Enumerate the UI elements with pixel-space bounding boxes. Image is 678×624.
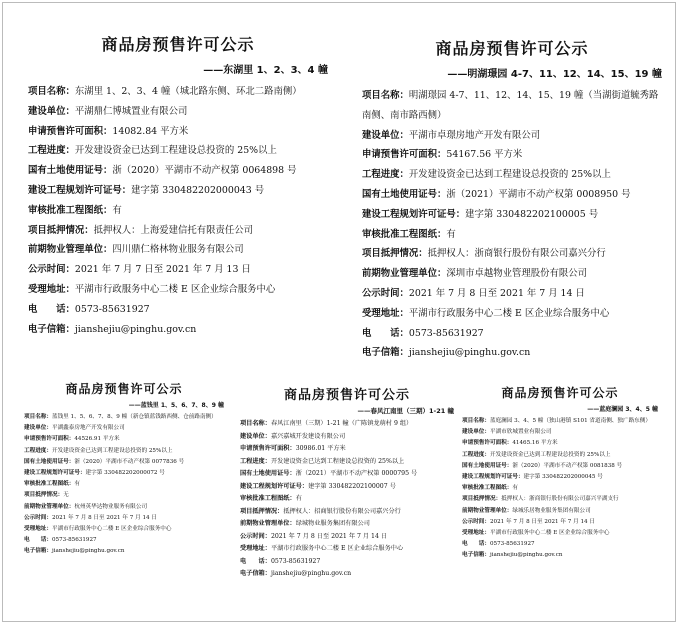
field-label: 审核批准工程图纸： [240,495,296,502]
field-row [28,161,328,181]
notice-title: 商品房预售许可公示 [501,386,619,400]
notice-title: 商品房预售许可公示 [101,35,255,54]
field-label: 项目抵押情况： [462,496,502,503]
field-value: 平湖鼎仁博城置业有限公司 [74,105,188,117]
field-row [462,461,658,472]
field-row [362,304,662,324]
field-row [462,472,658,483]
field-row [28,201,328,221]
field-label: 公示时间： [24,514,52,521]
field-label: 项目抵押情况： [24,492,64,499]
field-value: 蓝钱里 1、5、6、7、8、9 幢（新仓镇蓝钱路西侧、仓前路南侧） [51,414,217,420]
field-row [240,443,454,456]
notice-subtitle: ——蓝钱里 1、5、6、7、8、9 幢 [128,402,224,409]
field-row [362,343,662,363]
field-value: 2021 年 7 月 8 日至 2021 年 7 月 14 日 [489,518,595,525]
field-label: 电 话： [462,541,490,548]
field-row [462,438,658,449]
notice-subtitle: ——春风江南里（三期）1-21 幢 [357,407,454,415]
field-label: 国有土地使用证号： [240,470,296,477]
field-value: 抵押权人：浙商银行股份有限公司嘉兴平湖支行 [501,496,619,503]
field-value: 绿城物业服务集团有限公司 [295,520,370,527]
field-value: 44526.91 平方米 [74,436,120,443]
field-value: 平湖市行政服务中心二楼 E 区企业综合服务中心 [489,530,610,537]
field-row [462,539,658,550]
field-row [462,550,658,561]
field-row [24,524,224,535]
field-row [362,244,662,264]
field-value: 春风江南里（三期）1-21 幢（广陈镇龙萌村 9 组） [270,420,413,427]
field-row [28,280,328,300]
field-value: 0573-85631927 [270,557,321,565]
field-row [240,556,454,569]
notice-rows [28,82,328,339]
field-label: 申请预售许可面积： [462,440,513,447]
field-row [28,122,328,142]
field-value: 建字第 330482202000072 号 [85,470,165,477]
field-value: 开发建设资金已达到工程建设总投资的 25%以上 [408,169,611,181]
field-label: 前期物业管理单位： [462,507,513,514]
field-label: 公示时间： [240,532,271,540]
field-value: 2021 年 7 月 8 日至 2021 年 7 月 14 日 [51,514,157,521]
field-row [240,431,454,444]
field-label: 审核批准工程图纸： [362,228,447,240]
notice-subtitle: ——蓝庭澜园 3、4、5 幢 [587,406,658,413]
field-value: 建字第 330482202000043 号 [131,184,265,196]
field-row [28,221,328,241]
field-value: 平湖市行政服务中心二楼 E 区企业综合服务中心 [74,283,276,295]
field-label: 受理地址： [462,530,490,537]
field-value: 2021 年 7 月 7 日至 2021 年 7 月 13 日 [74,264,251,276]
field-row [24,446,224,457]
field-value: 0573-85631927 [74,303,150,315]
field-value: 浙（2020）平湖市不动产权第 0064898 号 [112,165,297,177]
field-value: 0573-85631927 [51,537,97,544]
field-label: 建设工程规划许可证号： [24,470,86,477]
field-value: 平湖市行政服务中心二楼 E 区企业综合服务中心 [51,526,172,533]
field-value: 四川鼎仁格林物业服务有限公司 [112,244,244,256]
field-label: 申请预售许可面积： [28,125,113,137]
field-row [28,260,328,280]
field-row [362,205,662,225]
field-row [28,141,328,161]
field-row [24,468,224,479]
field-value: 深圳市卓越物业管理股份有限公司 [446,268,588,280]
field-value: 54167.56 平方米 [446,149,523,161]
field-label: 工程进度： [462,451,490,458]
field-label: 建设工程规划许可证号： [462,474,524,481]
field-label: 电子信箱： [362,347,409,359]
field-label: 前期物业管理单位： [24,503,75,510]
field-row [362,165,662,185]
field-label: 前期物业管理单位： [240,520,296,527]
field-value: 抵押权人：上海爱建信托有限责任公司 [93,224,254,236]
field-row [24,434,224,445]
field-value: 开发建设资金已达到工程建设总投资的 25%以上 [51,447,173,454]
field-label: 建设单位： [28,105,75,117]
field-value: 浙（2020）平湖市不动产权第 0077836 号 [74,458,185,465]
field-value: 抵押权人：招商银行股份有限公司嘉兴分行 [283,507,401,515]
field-label: 电 话： [362,327,409,339]
field-label: 工程进度： [24,447,52,454]
field-label: 国有土地使用证号： [462,462,513,469]
field-label: 审核批准工程图纸： [462,485,513,492]
field-label: 建设单位： [24,425,52,432]
field-row [240,493,454,506]
field-label: 受理地址： [24,526,52,533]
field-value: jianshejiu@pinghu.gov.cn [51,548,125,555]
field-label: 项目名称： [24,414,52,420]
field-value: 0573-85631927 [408,327,484,339]
field-row [28,181,328,201]
field-label: 项目抵押情况： [240,507,284,515]
field-label: 项目名称： [28,86,75,97]
field-value: 开发建设资金已达到工程建设总投资的 25%以上 [74,145,277,157]
field-value: 2021 年 7 月 8 日至 2021 年 7 月 14 日 [270,532,388,540]
field-row [240,518,454,531]
field-value: 蓝庭澜园 3、4、5 幢（独山港镇 S101 省道南侧、独广路东侧） [489,418,651,424]
field-row [362,185,662,205]
field-label: 建设单位： [362,129,409,141]
field-value: 有 [512,485,518,492]
field-value: 有 [446,228,456,240]
field-value: 浙（2021）平湖市不动产权第 0000795 号 [295,470,418,477]
field-value: 建字第 330482202000045 号 [523,474,603,481]
field-value: 嘉兴嘉城开发建设有限公司 [270,432,346,440]
notice-minghujingyuan [362,36,662,363]
field-value: 平湖市卓璟房地产开发有限公司 [408,129,541,141]
field-label: 建设单位： [240,432,271,440]
field-label: 电子信箱： [28,323,75,335]
field-value: 2021 年 7 月 8 日至 2021 年 7 月 14 日 [408,287,585,299]
notice-lantinglanyuan [462,384,658,562]
field-value: 41465.16 平方米 [512,440,558,447]
field-value: 平湖市欣城置业有限公司 [489,429,552,436]
field-label: 项目名称： [362,90,409,101]
field-row [240,418,454,431]
field-label: 电 话： [240,557,271,565]
field-label: 前期物业管理单位： [28,244,113,256]
field-value: jianshejiu@pinghu.gov.cn [270,570,352,577]
field-label: 工程进度： [362,169,409,181]
field-label: 审核批准工程图纸： [24,481,75,488]
field-row [24,479,224,490]
field-row [24,502,224,513]
notice-title: 商品房预售许可公示 [435,39,589,58]
field-label: 申请预售许可面积： [240,445,296,452]
field-value: 有 [74,481,80,488]
field-row [24,412,224,423]
field-label: 电子信箱： [462,552,490,559]
field-row [28,240,328,260]
field-row [462,427,658,438]
field-row [24,513,224,524]
field-row [24,546,224,557]
field-row [462,450,658,461]
field-label: 电 话： [24,537,52,544]
field-row [362,324,662,344]
field-value: 绿城乐居物业服务集团有限公司 [512,507,591,514]
field-row [362,264,662,284]
field-row [240,531,454,544]
field-value: 开发建设资金已达到工程建设总投资的 25%以上 [489,451,611,458]
field-value: 浙（2020）平湖市不动产权第 0081838 号 [512,462,623,469]
field-row [28,82,328,102]
field-row [28,300,328,320]
field-label: 受理地址： [362,307,409,319]
notice-title: 商品房预售许可公示 [283,388,410,403]
field-row [462,416,658,427]
field-value: 14082.84 平方米 [112,125,189,137]
field-label: 电子信箱： [24,548,52,555]
field-value: 平湖市行政服务中心二楼 E 区企业综合服务中心 [270,545,404,552]
field-label: 前期物业管理单位： [362,268,447,280]
field-label: 项目抵押情况： [362,248,428,260]
field-row [462,483,658,494]
field-value: 平湖市行政服务中心二楼 E 区企业综合服务中心 [408,307,610,319]
notice-rows [462,416,658,562]
field-row [462,517,658,528]
field-value: 明湖璟园 4-7、11、12、14、15、19 幢（当湖街道毓秀路南侧、南市路西侧） [362,90,659,121]
field-label: 项目名称： [462,418,490,424]
field-row [28,102,328,122]
field-value: jianshejiu@pinghu.gov.cn [408,347,531,359]
field-value: 有 [112,204,122,216]
field-row [24,423,224,434]
field-label: 受理地址： [28,283,75,295]
field-value: 0573-85631927 [489,541,535,548]
field-label: 公示时间： [362,287,409,299]
field-value: 无 [63,492,69,499]
field-label: 受理地址： [240,545,271,552]
field-value: 有 [295,495,302,502]
field-label: 工程进度： [28,145,75,157]
field-label: 申请预售许可面积： [362,149,447,161]
notice-subtitle: ——明湖璟园 4-7、11、12、14、15、19 幢 [447,69,662,80]
notice-lanqianli [24,380,224,558]
notice-title: 商品房预售许可公示 [65,382,183,396]
field-row [362,86,662,126]
notice-rows [24,412,224,558]
field-row [240,481,454,494]
field-label: 建设工程规划许可证号： [240,482,309,490]
notice-rows [240,418,454,581]
field-row [362,145,662,165]
field-row [462,494,658,505]
field-label: 公示时间： [462,518,490,525]
field-row [362,225,662,245]
field-value: 平湖鑫泰房地产开发有限公司 [51,425,125,432]
notice-subtitle: ——东湖里 1、2、3、4 幢 [203,65,328,76]
field-value: 杭州英华达物业服务有限公司 [74,503,148,510]
field-label: 项目抵押情况： [28,224,94,236]
notice-donghuli [28,32,328,339]
field-row [362,284,662,304]
field-row [240,468,454,481]
field-label: 国有土地使用证号： [362,188,447,200]
field-row [24,535,224,546]
field-label: 审核批准工程图纸： [28,204,113,216]
field-row [240,568,454,581]
field-row [362,126,662,146]
field-value: 浙（2021）平湖市不动产权第 0008950 号 [446,188,631,200]
field-label: 电子信箱： [240,570,271,577]
field-row [24,490,224,501]
field-label: 国有土地使用证号： [28,165,113,177]
field-row [462,528,658,539]
field-value: 开发建设资金已达到工程建设总投资的 25%以上 [270,457,405,465]
field-label: 建设工程规划许可证号： [28,184,132,196]
field-row [240,456,454,469]
field-value: 东湖里 1、2、3、4 幢（城北路东侧、环北二路南侧） [74,86,302,97]
field-label: 申请预售许可面积： [24,436,75,443]
field-label: 公示时间： [28,264,75,276]
field-value: 抵押权人：浙商银行股份有限公司嘉兴分行 [427,248,606,260]
field-row [462,506,658,517]
field-label: 工程进度： [240,457,271,465]
field-row [24,457,224,468]
field-row [28,320,328,340]
field-value: 建字第 330482202100007 号 [308,482,396,490]
field-value: 30986.01 平方米 [295,445,346,452]
field-value: jianshejiu@pinghu.gov.cn [74,323,197,335]
field-value: 建字第 330482202100005 号 [465,208,599,220]
field-value: jianshejiu@pinghu.gov.cn [489,552,563,559]
field-label: 项目名称： [240,420,271,427]
field-label: 电 话： [28,303,75,315]
field-label: 建设工程规划许可证号： [362,208,466,220]
field-label: 建设单位： [462,429,490,436]
field-label: 国有土地使用证号： [24,458,75,465]
field-row [240,506,454,519]
notice-rows [362,86,662,363]
notice-chunfengjiangnanli [240,384,454,581]
field-row [240,543,454,556]
